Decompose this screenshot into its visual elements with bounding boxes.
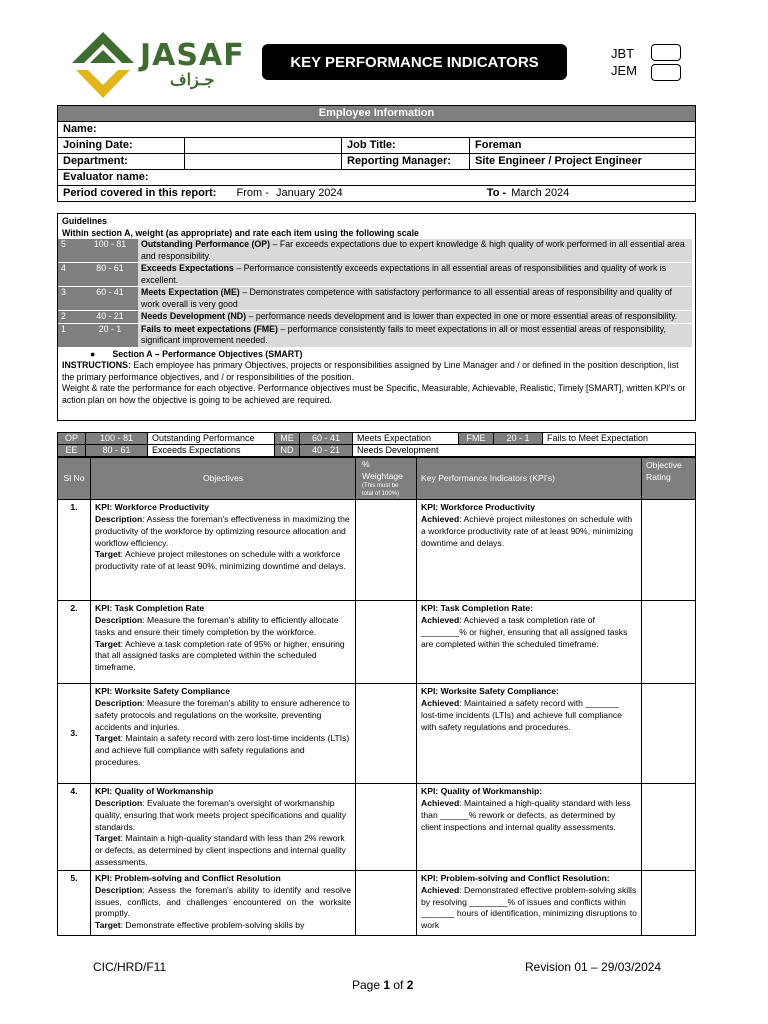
page-number: [352, 978, 413, 992]
page-mid: of: [390, 978, 407, 992]
achieved-text: : Maintained a high-quality standard with less than ______% rework or defects, as determined by client inspections and internal quality assessments.: [421, 798, 631, 832]
section-a-heading: ● Section A – Performance Objectives (SMART): [90, 348, 303, 359]
revision-info: Revision 01 – 29/03/2024: [525, 960, 662, 974]
description-label: Description: [95, 698, 143, 709]
kpi-title: KPI: Worksite Safety Compliance:: [421, 686, 559, 697]
target-text: : Maintain a high-quality standard with less than 2% rework or defects, as determined by client inspections and internal quality assessments.: [95, 833, 346, 867]
weightage-input[interactable]: [356, 500, 417, 601]
objective-target: [95, 833, 351, 868]
weightage-input[interactable]: [356, 684, 417, 784]
legend-cell: Outstanding Performance: [148, 433, 275, 445]
legend-cell: Meets Expectation: [353, 433, 459, 445]
objective-title: KPI: Task Completion Rate: [95, 603, 205, 614]
kpi-header: Key Performance Indicators (KPI's): [417, 458, 642, 500]
description-label: Description: [95, 885, 143, 896]
objective-cell: [91, 871, 356, 936]
description-label: Description: [95, 615, 143, 626]
weightage-input[interactable]: [356, 601, 417, 684]
kpi-achieved: [421, 698, 637, 733]
weightage-input[interactable]: [356, 871, 417, 936]
achieved-label: Achieved: [421, 698, 460, 709]
objective-target: [95, 639, 351, 674]
target-text: : Demonstrate effective problem-solving skills by: [120, 920, 305, 931]
page-total: 2: [406, 978, 414, 992]
objective-description: [95, 698, 351, 733]
page-prefix: Page: [352, 978, 384, 992]
legend-cell: 40 - 21: [300, 445, 353, 457]
job-title-value: Foreman: [470, 138, 696, 154]
jem-label: JEM: [611, 63, 637, 78]
scale-name: Needs Development (ND): [141, 311, 247, 321]
guidelines-subtitle: Within section A, weight (as appropriate) and rate each item using the following scale: [62, 227, 419, 238]
name-label: Name:: [58, 122, 696, 138]
objectives-header: Objectives: [91, 458, 356, 500]
rating-header: Objective Rating: [642, 458, 696, 500]
document-title: KEY PERFORMANCE INDICATORS: [262, 44, 567, 80]
employee-info-table: [57, 105, 696, 202]
department-label: Department:: [58, 154, 185, 170]
scale-row: [58, 287, 692, 311]
rating-input[interactable]: [642, 871, 696, 936]
legend-cell: ND: [275, 445, 300, 457]
scale-description: [138, 323, 692, 347]
rating-input[interactable]: [642, 601, 696, 684]
objective-number: 3.: [58, 684, 91, 784]
scale-desc: – performance needs development and is lower than expected in one or more essential areas of responsibility.: [246, 311, 678, 321]
scale-description: [138, 263, 692, 287]
scale-score: 5: [58, 239, 82, 263]
logo-arabic-text: جـزاف: [170, 72, 215, 89]
scale-row: [58, 311, 692, 324]
weightage-header: [356, 458, 417, 500]
logo-text: JASAF: [140, 38, 245, 73]
objective-target: [95, 733, 351, 768]
achieved-text: : Achieve project milestones on schedule with a workforce productivity rate of at least 90%, minimizing downtime and delays.: [421, 514, 634, 548]
instructions-text-2: Weight & rate the performance for each objective. Performance objectives must be Specific, Measurable, Achievable, Realistic, Timely [SMART], written KPI's or action plan on how the objective is going to be achieved are required.: [62, 383, 686, 405]
kpi-title: KPI: Task Completion Rate:: [421, 603, 534, 614]
weightage-label: % Weightage: [362, 459, 403, 481]
rating-scale-table: [58, 239, 692, 348]
description-text: : Measure the foreman's ability to ensure adherence to safety protocols and regulations on the worksite, preventing accidents and injuries.: [95, 698, 350, 732]
sl-no-header: Sl No: [58, 458, 91, 500]
scale-name: Meets Expectation (ME): [141, 287, 240, 297]
scale-description: [138, 287, 692, 311]
page-current: 1: [383, 978, 391, 992]
objective-cell: [91, 500, 356, 601]
scale-row: [58, 239, 692, 263]
achieved-label: Achieved: [421, 615, 460, 626]
achieved-label: Achieved: [421, 798, 460, 809]
scale-description: [138, 239, 692, 263]
scale-description: [138, 311, 692, 324]
objective-row: [58, 601, 696, 684]
kpi-cell: [417, 601, 642, 684]
rating-input[interactable]: [642, 684, 696, 784]
legend-cell: Fails to Meet Expectation: [543, 433, 696, 445]
objective-title: KPI: Problem-solving and Conflict Resolution: [95, 873, 281, 884]
kpi-title: KPI: Workforce Productivity: [421, 502, 535, 513]
achieved-label: Achieved: [421, 514, 460, 525]
to-label: To -: [486, 187, 507, 199]
from-label: From -: [236, 187, 269, 199]
legend-cell: 60 - 41: [300, 433, 353, 445]
legend-cell: OP: [58, 433, 86, 445]
scale-score: 4: [58, 263, 82, 287]
employee-info-title: Employee Information: [58, 106, 696, 122]
period-label: Period covered in this report:: [63, 187, 217, 199]
kpi-cell: [417, 684, 642, 784]
description-label: Description: [95, 798, 143, 809]
objective-description: [95, 514, 351, 549]
jbt-label: JBT: [611, 46, 635, 61]
evaluator-label: Evaluator name:: [58, 170, 696, 186]
weightage-note: (This must be total of 100%): [362, 483, 400, 498]
objective-cell: [91, 601, 356, 684]
scale-desc: – Performance consistently exceeds expectations in all essential areas of responsibilities and quality of work is excellent.: [141, 263, 667, 285]
legend-cell: Exceeds Expectations: [148, 445, 275, 457]
department-field[interactable]: [185, 154, 342, 170]
guidelines-title: Guidelines: [62, 216, 107, 226]
description-text: : Assess the foreman's effectiveness in maximizing the productivity of the workforce by optimizing resource allocation and workflow efficiency.: [95, 514, 350, 548]
kpi-achieved: [421, 514, 637, 549]
achieved-text: : Demonstrated effective problem-solving skills by resolving ________% of issues and conflicts within _______ hours of identification, minimizing disruptions to work: [421, 885, 637, 931]
kpi-achieved: [421, 615, 637, 650]
kpi-achieved: [421, 798, 637, 833]
period-row: [58, 186, 696, 202]
description-text: : Measure the foreman's ability to efficiently allocate tasks and ensure their timely completion by the workforce.: [95, 615, 339, 637]
legend-cell: Needs Development: [353, 445, 696, 457]
achieved-text: : Achieved a task completion rate of ________% or higher, ensuring that all assigned tasks are completed within the scheduled timeframe.: [421, 615, 628, 649]
scale-desc: – performance consistently fails to meet expectations in all or most essential areas of responsibility, significant improvement needed.: [141, 323, 666, 345]
scale-range: 20 - 1: [82, 323, 138, 347]
target-text: : Achieve project milestones on schedule with a workforce productivity rate of at least 90%, minimizing downtime and delays.: [95, 549, 346, 571]
scale-desc: – Demonstrates competence with satisfactory performance to all essential areas of responsibility and quality of work overall is very good: [141, 287, 672, 309]
objective-title: KPI: Quality of Workmanship: [95, 786, 214, 797]
objective-target: [95, 920, 351, 932]
jbt-checkbox[interactable]: [651, 44, 681, 61]
section-a-title: Section A – Performance Objectives (SMART): [112, 348, 303, 359]
objective-title: KPI: Workforce Productivity: [95, 502, 209, 513]
scale-range: 40 - 21: [82, 311, 138, 324]
objective-cell: [91, 784, 356, 871]
scale-score: 3: [58, 287, 82, 311]
objectives-table: [57, 457, 696, 936]
objective-description: [95, 798, 351, 833]
objective-number: 1.: [58, 500, 91, 601]
description-text: : Assess the foreman's ability to identify and resolve issues, conflicts, and challenges encountered on the worksite promptly.: [95, 885, 351, 919]
reporting-manager-label: Reporting Manager:: [342, 154, 470, 170]
kpi-title: KPI: Problem-solving and Conflict Resolution:: [421, 873, 610, 884]
legend-cell: 80 - 61: [86, 445, 148, 457]
joining-date-field[interactable]: [185, 138, 342, 154]
target-label: Target: [95, 833, 121, 844]
scale-row: [58, 323, 692, 347]
job-title-label: Job Title:: [342, 138, 470, 154]
legend-cell: EE: [58, 445, 86, 457]
kpi-achieved: [421, 885, 637, 932]
kpi-cell: [417, 500, 642, 601]
rating-legend-table: [57, 432, 696, 457]
target-text: : Achieve a task completion rate of 95% or higher, ensuring that all assigned tasks are completed within the scheduled timeframe.: [95, 638, 345, 672]
joining-date-label: Joining Date:: [58, 138, 185, 154]
scale-range: 60 - 41: [82, 287, 138, 311]
legend-cell: FME: [459, 433, 494, 445]
rating-input[interactable]: [642, 784, 696, 871]
scale-desc: – Far exceeds expectations due to expert knowledge & high quality of work performed in all essential area and responsibility.: [141, 239, 685, 261]
target-label: Target: [95, 733, 121, 744]
weightage-input[interactable]: [356, 784, 417, 871]
guidelines-box: [57, 213, 696, 421]
kpi-cell: [417, 784, 642, 871]
legend-cell: 100 - 81: [86, 433, 148, 445]
achieved-label: Achieved: [421, 885, 460, 896]
target-label: Target: [95, 549, 121, 560]
target-label: Target: [95, 920, 121, 931]
scale-range: 80 - 61: [82, 263, 138, 287]
objective-description: [95, 615, 351, 638]
target-text: : Maintain a safety record with zero lost-time incidents (LTIs) and achieve full compliance with safety regulations and procedures.: [95, 733, 350, 767]
to-value: March 2024: [511, 187, 570, 199]
instructions-label: INSTRUCTIONS:: [62, 360, 131, 370]
legend-cell: ME: [275, 433, 300, 445]
objective-row: [58, 784, 696, 871]
objective-row: [58, 500, 696, 601]
from-value: January 2024: [276, 187, 343, 199]
form-code: CIC/HRD/F11: [93, 960, 167, 974]
objective-number: 5.: [58, 871, 91, 936]
kpi-cell: [417, 871, 642, 936]
scale-score: 2: [58, 311, 82, 324]
scale-row: [58, 263, 692, 287]
instructions-text: [62, 360, 691, 383]
objective-row: [58, 684, 696, 784]
scale-range: 100 - 81: [82, 239, 138, 263]
legend-cell: 20 - 1: [494, 433, 543, 445]
description-text: : Evaluate the foreman's oversight of workmanship quality, ensuring that work meets project specifications and quality standards.: [95, 798, 347, 832]
objective-description: [95, 885, 351, 920]
description-label: Description: [95, 514, 143, 525]
objective-cell: [91, 684, 356, 784]
jem-checkbox[interactable]: [651, 64, 681, 81]
reporting-manager-value: Site Engineer / Project Engineer: [470, 154, 696, 170]
target-label: Target: [95, 638, 121, 649]
achieved-text: : Maintained a safety record with _______ lost-time incidents (LTIs) and achieve full compliance with safety regulations and procedures.: [421, 698, 622, 732]
objective-target: [95, 549, 351, 572]
instructions-body: Each employee has primary Objectives, projects or responsibilities assigned by Line Manager and / or defined in the position description, list the primary performance objectives, and / or responsibilities of the position.: [62, 360, 679, 382]
objective-number: 4.: [58, 784, 91, 871]
objective-number: 2.: [58, 601, 91, 684]
entity-labels: [611, 45, 637, 79]
scale-name: Outstanding Performance (OP): [141, 239, 271, 249]
scale-score: 1: [58, 323, 82, 347]
rating-input[interactable]: [642, 500, 696, 601]
scale-name: Exceeds Expectations: [141, 263, 234, 273]
objective-title: KPI: Worksite Safety Compliance: [95, 686, 230, 697]
kpi-title: KPI: Quality of Workmanship:: [421, 786, 543, 797]
objective-row: [58, 871, 696, 936]
scale-name: Fails to meet expectations (FME): [141, 323, 278, 334]
